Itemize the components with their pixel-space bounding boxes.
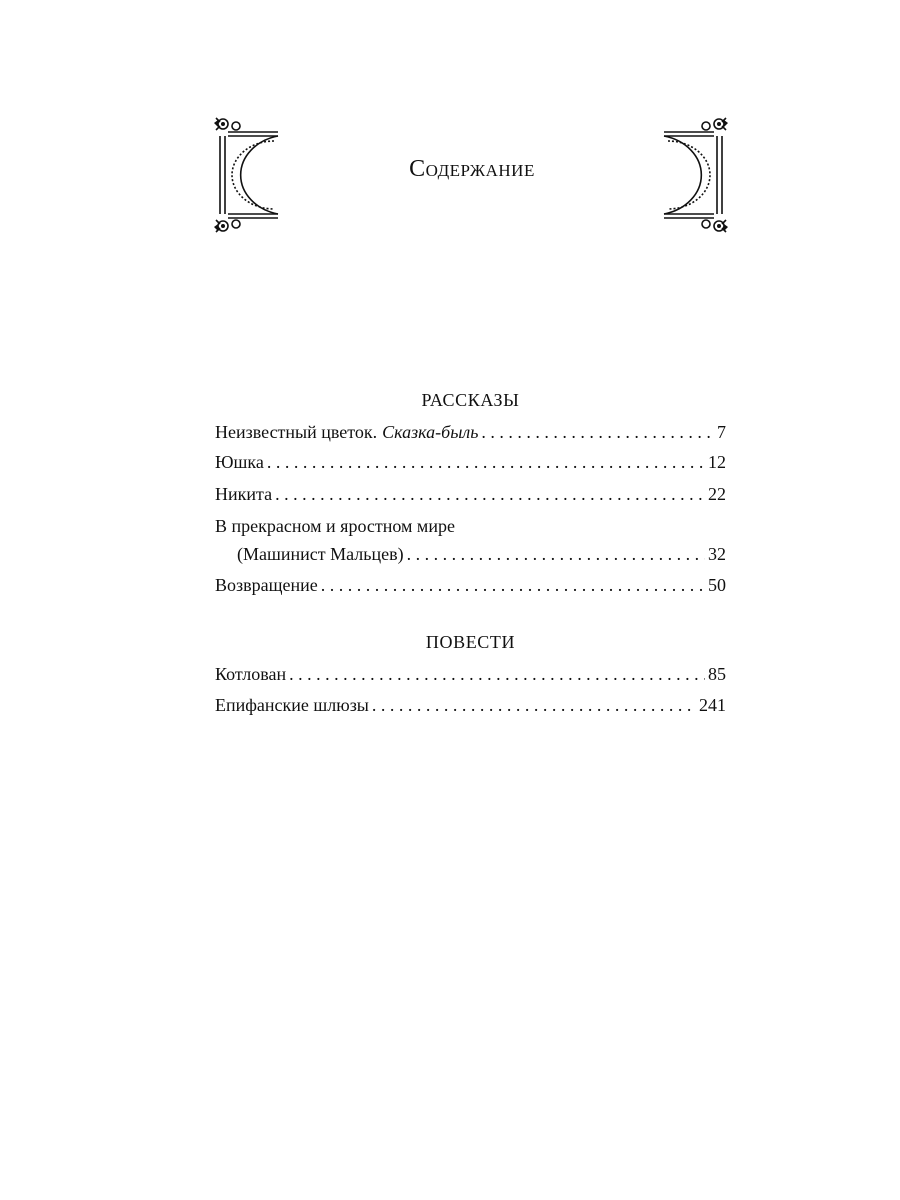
toc-entry-page: 12 <box>708 452 726 472</box>
dot-leader <box>407 542 705 566</box>
toc-entry-page: 50 <box>708 575 726 595</box>
toc-entry-page: 241 <box>699 695 726 715</box>
dot-leader <box>481 420 714 444</box>
toc-entry <box>215 542 726 566</box>
toc-entry-page: 22 <box>708 484 726 504</box>
toc-entry[interactable] <box>215 420 726 444</box>
toc-entry-title: Неизвестный цветок. <box>215 422 378 442</box>
toc-entry[interactable] <box>215 482 726 506</box>
toc-entry-title: (Машинист Мальцев) <box>237 544 404 564</box>
toc-entry[interactable] <box>215 573 726 597</box>
dot-leader <box>267 450 705 474</box>
toc-entry[interactable] <box>215 662 726 686</box>
toc-entry-multiline[interactable] <box>215 514 726 566</box>
toc-entry-title-line1: В прекрасном и яростном мире <box>215 516 455 536</box>
section-heading-novellas: ПОВЕСТИ <box>425 632 516 652</box>
toc-section-novellas <box>215 630 726 717</box>
toc-entry-title: Никита <box>215 484 273 504</box>
toc-section-stories <box>215 388 726 597</box>
section-heading-stories: РАССКАЗЫ <box>421 390 520 410</box>
toc-entry-page: 7 <box>717 422 726 442</box>
toc-entry[interactable] <box>215 693 726 717</box>
toc-entry-subtitle: Сказка-быль <box>382 422 479 442</box>
dot-leader <box>321 573 705 597</box>
page-title: Содержание <box>409 156 535 182</box>
toc-entry-title: Возвращение <box>215 575 318 595</box>
toc-entry-page: 32 <box>708 544 726 564</box>
dot-leader <box>275 482 705 506</box>
toc-entry-title: Котлован <box>215 664 287 684</box>
dot-leader <box>289 662 705 686</box>
toc-entry-title: Епифанские шлюзы <box>215 695 369 715</box>
toc-entry[interactable] <box>215 450 726 474</box>
dot-leader <box>372 693 696 717</box>
toc-entry-page: 85 <box>708 664 726 684</box>
toc-entry-title: Юшка <box>215 452 264 472</box>
